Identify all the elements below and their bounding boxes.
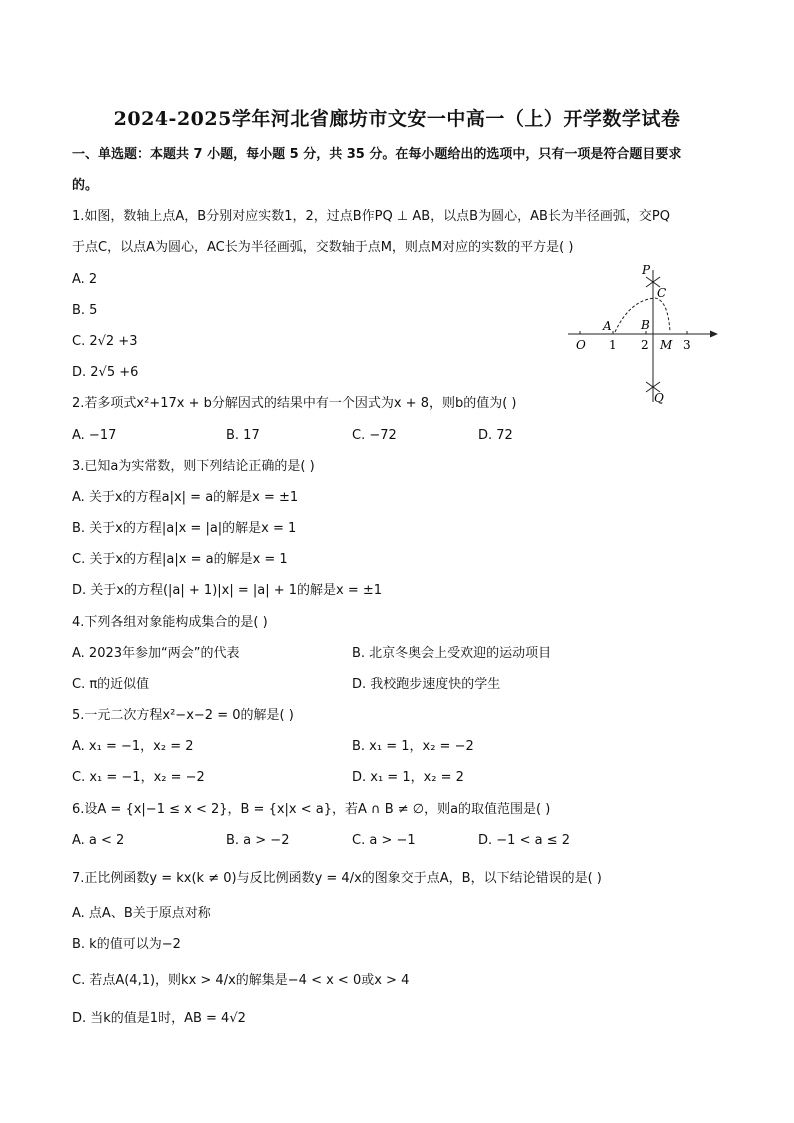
q2-option-b: B. 17 bbox=[226, 428, 260, 443]
q1-option-b: B. 5 bbox=[72, 303, 98, 318]
label-q: Q bbox=[654, 391, 664, 405]
q5-option-d: D. x₁ = 1，x₂ = 2 bbox=[352, 770, 464, 785]
label-c: C bbox=[657, 286, 667, 300]
section-heading-line2: 的。 bbox=[72, 178, 99, 193]
q3-stem: 3.已知a为实常数，则下列结论正确的是( ) bbox=[72, 459, 315, 474]
q1-stem-line1: 1.如图，数轴上点A，B分别对应实数1，2，过点B作PQ ⊥ AB，以点B为圆心，AB长为半径画弧，交PQ bbox=[72, 209, 670, 224]
q5-option-b: B. x₁ = 1，x₂ = −2 bbox=[352, 739, 474, 754]
exam-title: 2024-2025学年河北省廊坊市文安一中高一（上）开学数学试卷 bbox=[113, 108, 681, 130]
q3-option-c: C. 关于x的方程|a|x = a的解是x = 1 bbox=[72, 552, 288, 567]
label-1: 1 bbox=[609, 338, 617, 352]
q1-option-d: D. 2√5 +6 bbox=[72, 365, 139, 380]
q7-stem: 7.正比例函数y = kx(k ≠ 0)与反比例函数y = 4/x的图象交于点A，B，以下结论错误的是( ) bbox=[72, 871, 602, 886]
q6-option-b: B. a > −2 bbox=[226, 833, 290, 848]
label-b: B bbox=[641, 318, 650, 332]
q3-option-d: D. 关于x的方程(|a| + 1)|x| = |a| + 1的解是x = ±1 bbox=[72, 583, 383, 598]
q4-option-d: D. 我校跑步速度快的学生 bbox=[352, 677, 501, 692]
q1-stem-line2: 于点C，以点A为圆心，AC长为半径画弧，交数轴于点M，则点M对应的实数的平方是( ) bbox=[72, 240, 574, 255]
label-p: P bbox=[642, 263, 651, 277]
label-a: A bbox=[603, 319, 612, 333]
q7-option-c: C. 若点A(4,1)，则kx > 4/x的解集是−4 < x < 0或x > 4 bbox=[72, 973, 410, 988]
q3-option-b: B. 关于x的方程|a|x = |a|的解是x = 1 bbox=[72, 521, 297, 536]
q6-stem: 6.设A = {x|−1 ≤ x < 2}，B = {x|x < a}，若A ∩ B ≠ ∅，则a的取值范围是( ) bbox=[72, 802, 551, 817]
q2-option-c: C. −72 bbox=[352, 428, 397, 443]
q7-option-b: B. k的值可以为−2 bbox=[72, 937, 181, 952]
q2-option-a: A. −17 bbox=[72, 428, 117, 443]
q5-option-a: A. x₁ = −1，x₂ = 2 bbox=[72, 739, 194, 754]
q7-option-d: D. 当k的值是1时，AB = 4√2 bbox=[72, 1011, 246, 1026]
q6-option-d: D. −1 < a ≤ 2 bbox=[478, 833, 570, 848]
q6-option-c: C. a > −1 bbox=[352, 833, 416, 848]
label-o: O bbox=[576, 338, 586, 352]
q2-stem: 2.若多项式x²+17x + b分解因式的结果中有一个因式为x + 8，则b的值为( ) bbox=[72, 396, 517, 411]
q4-option-b: B. 北京冬奥会上受欢迎的运动项目 bbox=[352, 646, 552, 661]
q4-option-c: C. π的近似值 bbox=[72, 677, 150, 692]
number-line-figure bbox=[560, 262, 730, 412]
q1-option-a: A. 2 bbox=[72, 272, 98, 287]
q4-stem: 4.下列各组对象能构成集合的是( ) bbox=[72, 615, 268, 630]
label-m: M bbox=[660, 338, 673, 352]
axis-arrow-icon bbox=[710, 331, 718, 338]
q3-option-a: A. 关于x的方程a|x| = a的解是x = ±1 bbox=[72, 490, 299, 505]
label-2: 2 bbox=[641, 338, 649, 352]
q1-option-c: C. 2√2 +3 bbox=[72, 334, 138, 349]
section-heading-line1: 一、单选题：本题共 7 小题，每小题 5 分，共 35 分。在每小题给出的选项中，只有一项是符合题目要求 bbox=[72, 147, 682, 162]
q6-option-a: A. a < 2 bbox=[72, 833, 125, 848]
q5-option-c: C. x₁ = −1，x₂ = −2 bbox=[72, 770, 205, 785]
label-3: 3 bbox=[683, 338, 691, 352]
q5-stem: 5.一元二次方程x²−x−2 = 0的解是( ) bbox=[72, 708, 294, 723]
q2-option-d: D. 72 bbox=[478, 428, 513, 443]
q4-option-a: A. 2023年参加“两会”的代表 bbox=[72, 646, 240, 661]
q7-option-a: A. 点A、B关于原点对称 bbox=[72, 906, 211, 921]
